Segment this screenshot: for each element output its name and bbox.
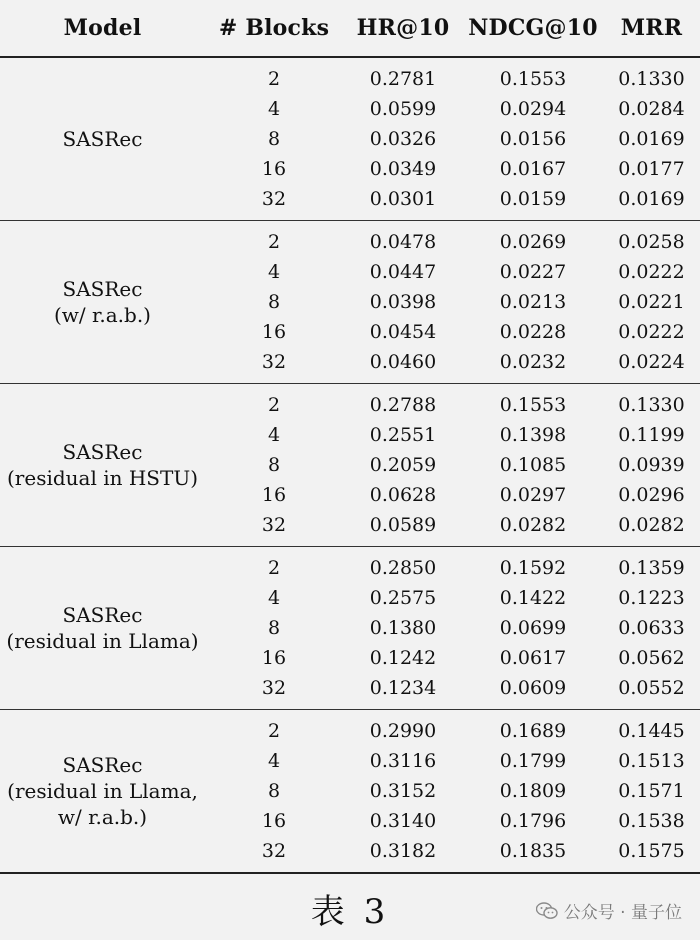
cell-mrr: 0.0169: [618, 188, 685, 210]
model-name-line: (w/ r.a.b.): [54, 303, 151, 327]
cell-mrr: 0.0296: [618, 484, 685, 506]
model-name-line: (residual in Llama,: [7, 779, 198, 803]
cell-blocks: 32: [261, 840, 287, 862]
table-row: [205, 510, 700, 540]
model-group: [0, 221, 700, 384]
model-name: [0, 547, 205, 709]
watermark: [536, 898, 682, 923]
cell-mrr: 0.0282: [618, 514, 685, 536]
model-name-line: SASRec: [62, 277, 143, 301]
cell-ndcg10: 0.1809: [499, 780, 567, 802]
cell-hr10: 0.1380: [369, 617, 437, 639]
cell-ndcg10: 0.0156: [499, 128, 567, 150]
model-group: [0, 384, 700, 547]
cell-mrr: 0.0633: [618, 617, 685, 639]
cell-hr10: 0.1242: [369, 647, 437, 669]
cell-hr10: 0.3152: [369, 780, 437, 802]
cell-mrr: 0.0258: [618, 231, 685, 253]
cell-mrr: 0.1330: [618, 394, 685, 416]
cell-ndcg10: 0.1422: [499, 587, 567, 609]
cell-hr10: 0.2788: [369, 394, 437, 416]
model-name-line: w/ r.a.b.): [57, 805, 148, 829]
header-blocks: # Blocks: [218, 15, 330, 41]
model-group: [0, 58, 700, 221]
model-name-line: SASRec: [62, 753, 143, 777]
cell-mrr: 0.0224: [618, 351, 685, 373]
cell-hr10: 0.2059: [369, 454, 437, 476]
table-row: [205, 154, 700, 184]
group-rows: [205, 227, 700, 377]
cell-ndcg10: 0.0213: [499, 291, 567, 313]
cell-hr10: 0.3140: [369, 810, 437, 832]
cell-ndcg10: 0.0227: [499, 261, 567, 283]
cell-mrr: 0.0222: [618, 321, 685, 343]
cell-blocks: 8: [267, 617, 281, 639]
cell-hr10: 0.0599: [369, 98, 437, 120]
cell-ndcg10: 0.1835: [499, 840, 567, 862]
cell-ndcg10: 0.0282: [499, 514, 567, 536]
cell-hr10: 0.0398: [369, 291, 437, 313]
header-model: Model: [63, 15, 142, 41]
model-name: [0, 384, 205, 546]
cell-hr10: 0.1234: [369, 677, 437, 699]
cell-mrr: 0.1538: [618, 810, 685, 832]
cell-mrr: 0.1575: [618, 840, 685, 862]
cell-mrr: 0.0284: [618, 98, 685, 120]
group-rows: [205, 553, 700, 703]
model-group: [0, 710, 700, 874]
cell-mrr: 0.1223: [618, 587, 685, 609]
group-rows: [205, 716, 700, 866]
cell-blocks: 4: [267, 98, 281, 120]
cell-mrr: 0.1199: [618, 424, 685, 446]
table-row: [205, 716, 700, 746]
cell-blocks: 8: [267, 780, 281, 802]
cell-ndcg10: 0.0297: [499, 484, 567, 506]
table-row: [205, 184, 700, 214]
table-row: [205, 317, 700, 347]
table-row: [205, 64, 700, 94]
cell-blocks: 4: [267, 261, 281, 283]
table-row: [205, 613, 700, 643]
table-row: [205, 94, 700, 124]
table-caption: 表 3: [310, 892, 390, 932]
cell-mrr: 0.1330: [618, 68, 685, 90]
model-name-line: SASRec: [62, 603, 143, 627]
cell-hr10: 0.3182: [369, 840, 437, 862]
cell-mrr: 0.1445: [618, 720, 685, 742]
cell-blocks: 16: [261, 484, 287, 506]
cell-ndcg10: 0.1085: [499, 454, 567, 476]
cell-ndcg10: 0.0609: [499, 677, 567, 699]
table-row: [205, 124, 700, 154]
cell-ndcg10: 0.0228: [499, 321, 567, 343]
table-row: [205, 257, 700, 287]
table-body: [0, 58, 700, 874]
cell-mrr: 0.1359: [618, 557, 685, 579]
cell-ndcg10: 0.0232: [499, 351, 567, 373]
cell-hr10: 0.0301: [369, 188, 437, 210]
table-row: [205, 480, 700, 510]
cell-ndcg10: 0.0159: [499, 188, 567, 210]
cell-blocks: 16: [261, 647, 287, 669]
table-row: [205, 553, 700, 583]
cell-blocks: 8: [267, 128, 281, 150]
model-name: [0, 58, 205, 220]
table-row: [205, 420, 700, 450]
table-row: [205, 806, 700, 836]
group-rows: [205, 390, 700, 540]
cell-blocks: 2: [267, 68, 281, 90]
watermark-text: 公众号 · 量子位: [563, 903, 682, 923]
cell-hr10: 0.2551: [369, 424, 437, 446]
cell-ndcg10: 0.0269: [499, 231, 567, 253]
header-ndcg10: NDCG@10: [468, 15, 598, 41]
cell-ndcg10: 0.1796: [499, 810, 567, 832]
model-name-line: (residual in HSTU): [7, 466, 198, 490]
cell-ndcg10: 0.1592: [499, 557, 567, 579]
table-row: [205, 746, 700, 776]
cell-mrr: 0.1571: [618, 780, 685, 802]
header-hr10: HR@10: [356, 15, 450, 41]
cell-hr10: 0.0589: [369, 514, 437, 536]
cell-blocks: 4: [267, 750, 281, 772]
cell-hr10: 0.0460: [369, 351, 437, 373]
cell-ndcg10: 0.1553: [499, 68, 567, 90]
table-row: [205, 643, 700, 673]
table-row: [205, 287, 700, 317]
cell-hr10: 0.3116: [369, 750, 437, 772]
cell-blocks: 2: [267, 557, 281, 579]
cell-blocks: 2: [267, 720, 281, 742]
table-header-row: [0, 0, 700, 58]
model-name: [0, 710, 205, 872]
header-mrr: MRR: [620, 15, 683, 41]
cell-blocks: 32: [261, 351, 287, 373]
table-row: [205, 836, 700, 866]
cell-blocks: 16: [261, 321, 287, 343]
cell-blocks: 32: [261, 188, 287, 210]
cell-blocks: 8: [267, 454, 281, 476]
cell-hr10: 0.0447: [369, 261, 437, 283]
cell-mrr: 0.0222: [618, 261, 685, 283]
model-name-line: SASRec: [62, 440, 143, 464]
cell-mrr: 0.0939: [618, 454, 685, 476]
cell-ndcg10: 0.1689: [499, 720, 567, 742]
cell-blocks: 32: [261, 514, 287, 536]
table-row: [205, 776, 700, 806]
wechat-icon: [536, 902, 558, 920]
model-name: [0, 221, 205, 383]
cell-hr10: 0.2575: [369, 587, 437, 609]
cell-blocks: 16: [261, 158, 287, 180]
cell-hr10: 0.2990: [369, 720, 437, 742]
cell-mrr: 0.0562: [618, 647, 685, 669]
cell-ndcg10: 0.0294: [499, 98, 567, 120]
cell-blocks: 32: [261, 677, 287, 699]
group-rows: [205, 64, 700, 214]
cell-hr10: 0.2781: [369, 68, 437, 90]
cell-blocks: 4: [267, 424, 281, 446]
cell-hr10: 0.0478: [369, 231, 437, 253]
table-row: [205, 673, 700, 703]
cell-blocks: 2: [267, 394, 281, 416]
model-name-line: (residual in Llama): [6, 629, 199, 653]
cell-hr10: 0.2850: [369, 557, 437, 579]
table-row: [205, 583, 700, 613]
cell-ndcg10: 0.1398: [499, 424, 567, 446]
cell-ndcg10: 0.0617: [499, 647, 567, 669]
cell-mrr: 0.0177: [618, 158, 685, 180]
cell-hr10: 0.0326: [369, 128, 437, 150]
cell-mrr: 0.0169: [618, 128, 685, 150]
cell-ndcg10: 0.0699: [499, 617, 567, 639]
cell-ndcg10: 0.1799: [499, 750, 567, 772]
cell-blocks: 8: [267, 291, 281, 313]
table-row: [205, 390, 700, 420]
table-row: [205, 450, 700, 480]
model-name-line: SASRec: [62, 127, 143, 151]
table-row: [205, 227, 700, 257]
table-row: [205, 347, 700, 377]
cell-mrr: 0.0221: [618, 291, 685, 313]
cell-hr10: 0.0628: [369, 484, 437, 506]
cell-hr10: 0.0349: [369, 158, 437, 180]
cell-ndcg10: 0.1553: [499, 394, 567, 416]
cell-hr10: 0.0454: [369, 321, 437, 343]
cell-mrr: 0.1513: [618, 750, 685, 772]
model-group: [0, 547, 700, 710]
cell-ndcg10: 0.0167: [499, 158, 567, 180]
cell-blocks: 2: [267, 231, 281, 253]
cell-blocks: 4: [267, 587, 281, 609]
cell-mrr: 0.0552: [618, 677, 685, 699]
cell-blocks: 16: [261, 810, 287, 832]
